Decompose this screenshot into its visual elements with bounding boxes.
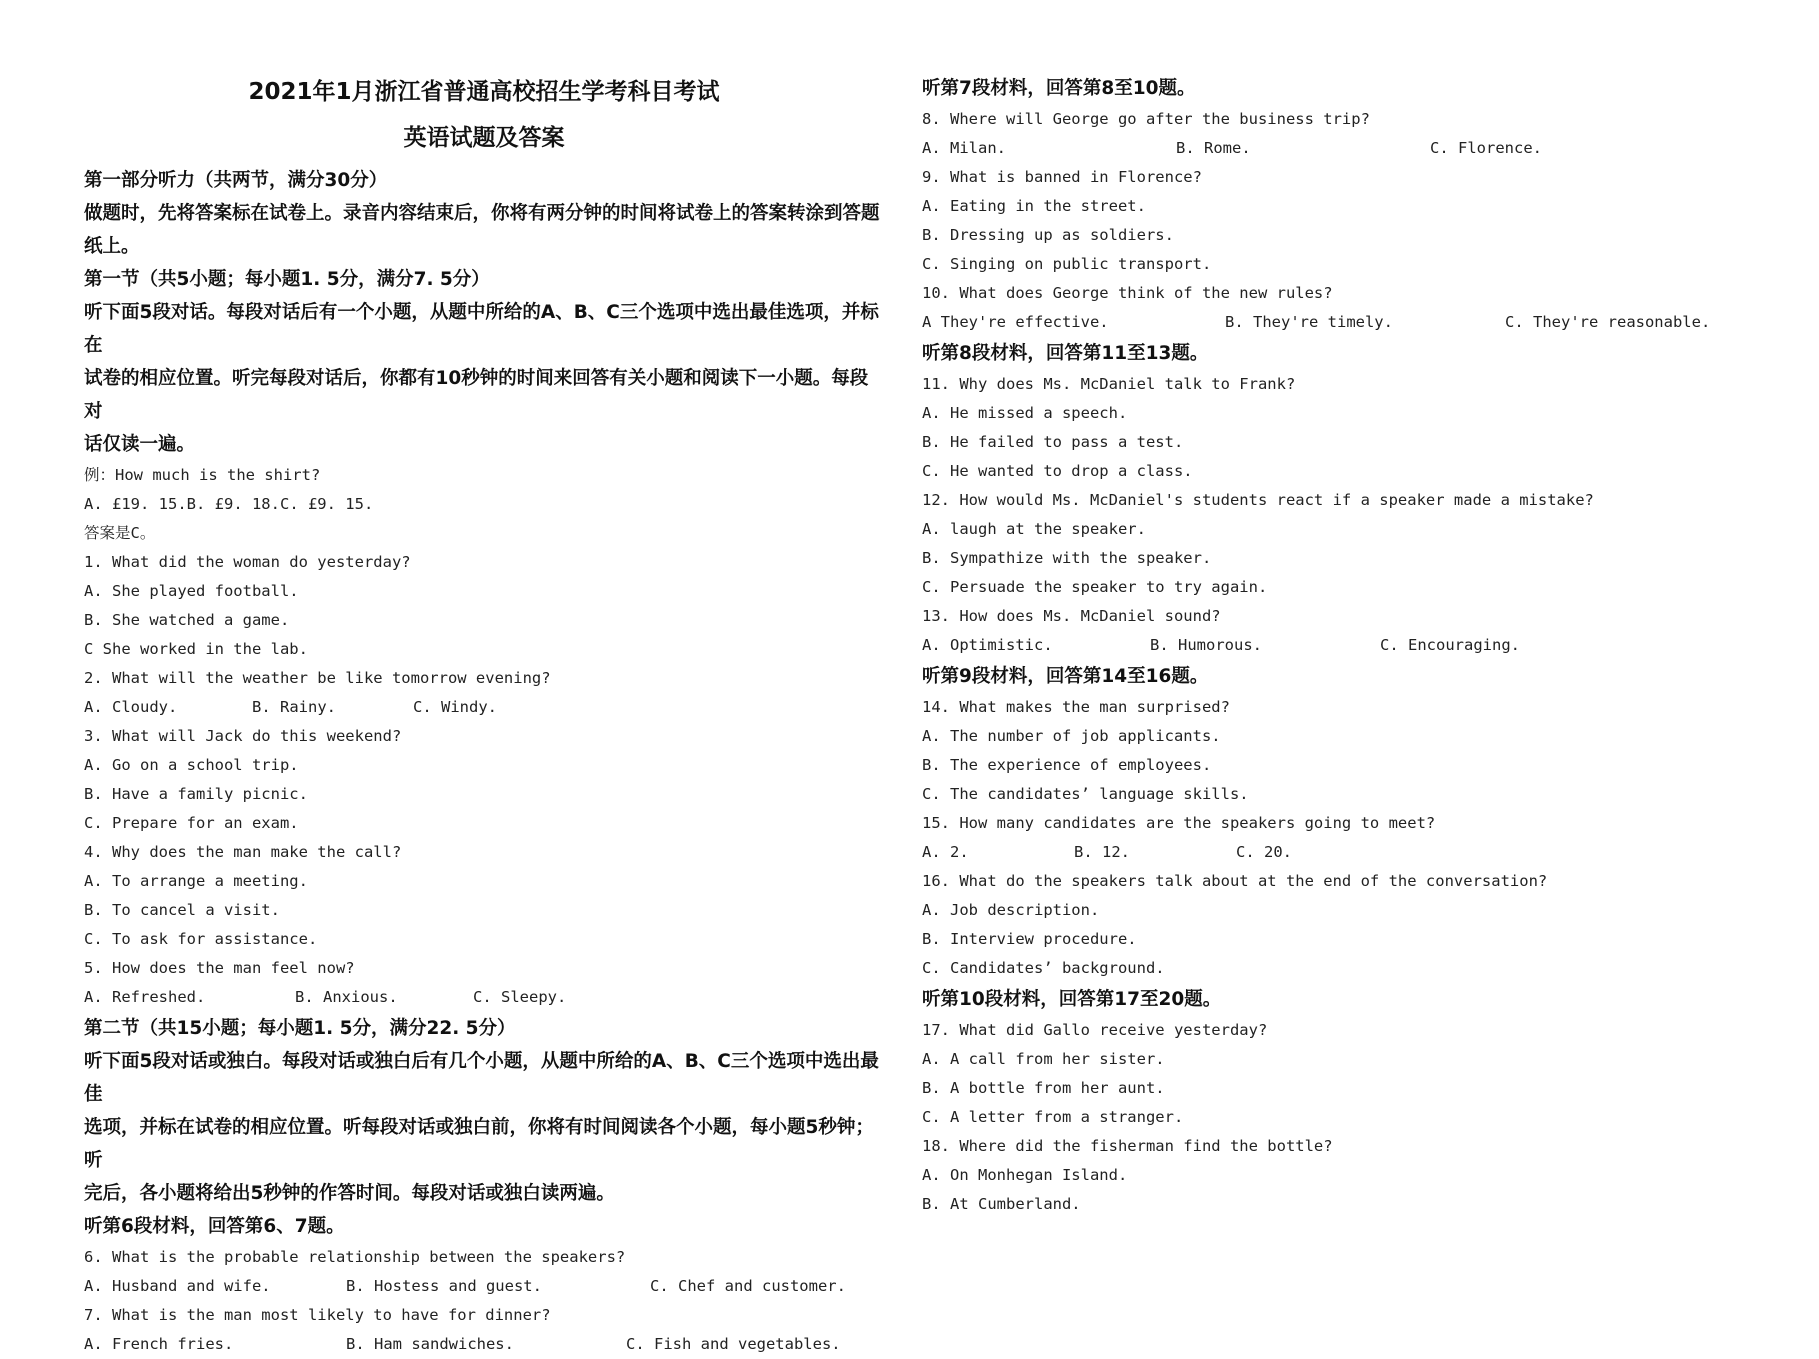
question: 10. What does George think of the new rules?	[922, 284, 1333, 302]
option: A. laugh at the speaker.	[922, 520, 1146, 538]
question: 12. How would Ms. McDaniel's students react if a speaker made a mistake?	[922, 491, 1594, 509]
option: B. Sympathize with the speaker.	[922, 549, 1212, 567]
question: 1. What did the woman do yesterday?	[84, 553, 411, 571]
option-row	[922, 631, 1782, 660]
option: B. Hostess and guest.	[346, 1277, 542, 1295]
option-row	[922, 134, 1782, 163]
question: 4. Why does the man make the call?	[84, 843, 402, 861]
option: C. Encouraging.	[1380, 636, 1520, 654]
question: 2. What will the weather be like tomorrow evening?	[84, 669, 551, 687]
segment-heading: 听第10段材料，回答第17至20题。	[922, 989, 1222, 1010]
section2-instructions-line: 选项，并标在试卷的相应位置。听每段对话或独白前，你将有时间阅读各个小题，每小题5秒钟；听	[84, 1117, 874, 1171]
option: A. She played football.	[84, 582, 299, 600]
question: 18. Where did the fisherman find the bottle?	[922, 1137, 1333, 1155]
option: C. Sleepy.	[473, 988, 567, 1006]
section2-heading: 第二节（共15小题；每小题1. 5分，满分22. 5分）	[84, 1018, 516, 1039]
option: A. Job description.	[922, 901, 1100, 919]
question: 11. Why does Ms. McDaniel talk to Frank?	[922, 375, 1296, 393]
option: B. The experience of employees.	[922, 756, 1212, 774]
question: 8. Where will George go after the business trip?	[922, 110, 1370, 128]
option: B. Dressing up as soldiers.	[922, 226, 1174, 244]
question: 7. What is the man most likely to have for dinner?	[84, 1306, 551, 1324]
option: C She worked in the lab.	[84, 640, 308, 658]
option: B. 12.	[1074, 843, 1130, 861]
option: A. Optimistic.	[922, 636, 1053, 654]
part1-instructions-line: 纸上。	[84, 236, 140, 257]
option: C. To ask for assistance.	[84, 930, 318, 948]
section2-instructions-line: 听下面5段对话或独白。每段对话或独白后有几个小题，从题中所给的A、B、C三个选项中选出最佳	[84, 1051, 879, 1105]
exam-title: 2021年1月浙江省普通高校招生学考科目考试	[248, 79, 720, 105]
option: A They're effective.	[922, 313, 1109, 331]
question: 6. What is the probable relationship between the speakers?	[84, 1248, 626, 1266]
section1-instructions-line: 听下面5段对话。每段对话后有一个小题，从题中所给的A、B、C三个选项中选出最佳选项，并标在	[84, 302, 879, 356]
option: A. Milan.	[922, 139, 1006, 157]
option: A. 2.	[922, 843, 969, 861]
option: A. The number of job applicants.	[922, 727, 1221, 745]
section2-instructions-line: 完后，各小题将给出5秒钟的作答时间。每段对话或独白读两遍。	[84, 1183, 615, 1204]
section1-heading: 第一节（共5小题；每小题1. 5分，满分7. 5分）	[84, 269, 490, 290]
option: B. To cancel a visit.	[84, 901, 280, 919]
option: A. To arrange a meeting.	[84, 872, 308, 890]
option: C. A letter from a stranger.	[922, 1108, 1184, 1126]
option: A. French fries.	[84, 1335, 234, 1353]
example-question: 例：How much is the shirt?	[84, 466, 321, 484]
section1-instructions-line: 试卷的相应位置。听完每段对话后，你都有10秒钟的时间来回答有关小题和阅读下一小题。每段对	[84, 368, 869, 422]
option: C. Singing on public transport.	[922, 255, 1212, 273]
question: 9. What is banned in Florence?	[922, 168, 1202, 186]
example-answer: 答案是C。	[84, 524, 156, 542]
part1-instructions-line: 做题时，先将答案标在试卷上。录音内容结束后，你将有两分钟的时间将试卷上的答案转涂到答题	[84, 203, 880, 224]
option: B. At Cumberland.	[922, 1195, 1081, 1213]
option: B. A bottle from her aunt.	[922, 1079, 1165, 1097]
option: B. Rainy.	[252, 698, 336, 716]
question: 5. How does the man feel now?	[84, 959, 355, 977]
option: C. Chef and customer.	[650, 1277, 846, 1295]
option: B. They're timely.	[1225, 313, 1393, 331]
option: C. They're reasonable.	[1505, 313, 1711, 331]
option: C. 20.	[1236, 843, 1292, 861]
option: A. £19. 15.	[84, 495, 187, 513]
option: B. Humorous.	[1150, 636, 1262, 654]
segment-heading: 听第9段材料，回答第14至16题。	[922, 666, 1209, 687]
option: B. Interview procedure.	[922, 930, 1137, 948]
segment-heading: 听第8段材料，回答第11至13题。	[922, 343, 1209, 364]
part1-heading: 第一部分听力（共两节，满分30分）	[84, 170, 388, 191]
option-row	[922, 308, 1782, 337]
question: 16. What do the speakers talk about at the end of the conversation?	[922, 872, 1548, 890]
option-row	[922, 838, 1782, 867]
option: B. £9. 18.	[186, 495, 280, 513]
option: A. Go on a school trip.	[84, 756, 299, 774]
option: B. Have a family picnic.	[84, 785, 308, 803]
option: C. He wanted to drop a class.	[922, 462, 1193, 480]
section1-instructions-line: 话仅读一遍。	[84, 434, 196, 455]
option: A. Cloudy.	[84, 698, 178, 716]
option-row	[84, 983, 884, 1012]
segment-heading: 听第6段材料，回答第6、7题。	[84, 1216, 345, 1237]
option: C. Prepare for an exam.	[84, 814, 299, 832]
option-row	[84, 1272, 884, 1301]
option: C. Windy.	[413, 698, 497, 716]
left-column	[84, 72, 884, 1359]
option: A. On Monhegan Island.	[922, 1166, 1128, 1184]
option: A. A call from her sister.	[922, 1050, 1165, 1068]
right-column	[922, 72, 1782, 1219]
example-options	[84, 490, 884, 519]
option: C. Florence.	[1430, 139, 1542, 157]
segment-heading: 听第7段材料，回答第8至10题。	[922, 78, 1196, 99]
option: A. Refreshed.	[84, 988, 206, 1006]
option: B. Anxious.	[295, 988, 398, 1006]
option: A. Husband and wife.	[84, 1277, 271, 1295]
option: B. He failed to pass a test.	[922, 433, 1184, 451]
question: 3. What will Jack do this weekend?	[84, 727, 402, 745]
option: C. Fish and vegetables.	[626, 1335, 841, 1353]
question: 14. What makes the man surprised?	[922, 698, 1230, 716]
option: A. He missed a speech.	[922, 404, 1128, 422]
option: B. She watched a game.	[84, 611, 290, 629]
exam-subtitle: 英语试题及答案	[403, 125, 565, 151]
option: C. £9. 15.	[279, 495, 374, 513]
question: 13. How does Ms. McDaniel sound?	[922, 607, 1221, 625]
question: 15. How many candidates are the speakers going to meet?	[922, 814, 1436, 832]
option-row	[84, 1330, 884, 1359]
option: C. The candidates’ language skills.	[922, 785, 1249, 803]
option: B. Ham sandwiches.	[346, 1335, 514, 1353]
option: C. Candidates’ background.	[922, 959, 1165, 977]
question: 17. What did Gallo receive yesterday?	[922, 1021, 1268, 1039]
option-row	[84, 693, 884, 722]
option: A. Eating in the street.	[922, 197, 1146, 215]
option: C. Persuade the speaker to try again.	[922, 578, 1268, 596]
option: B. Rome.	[1176, 139, 1251, 157]
